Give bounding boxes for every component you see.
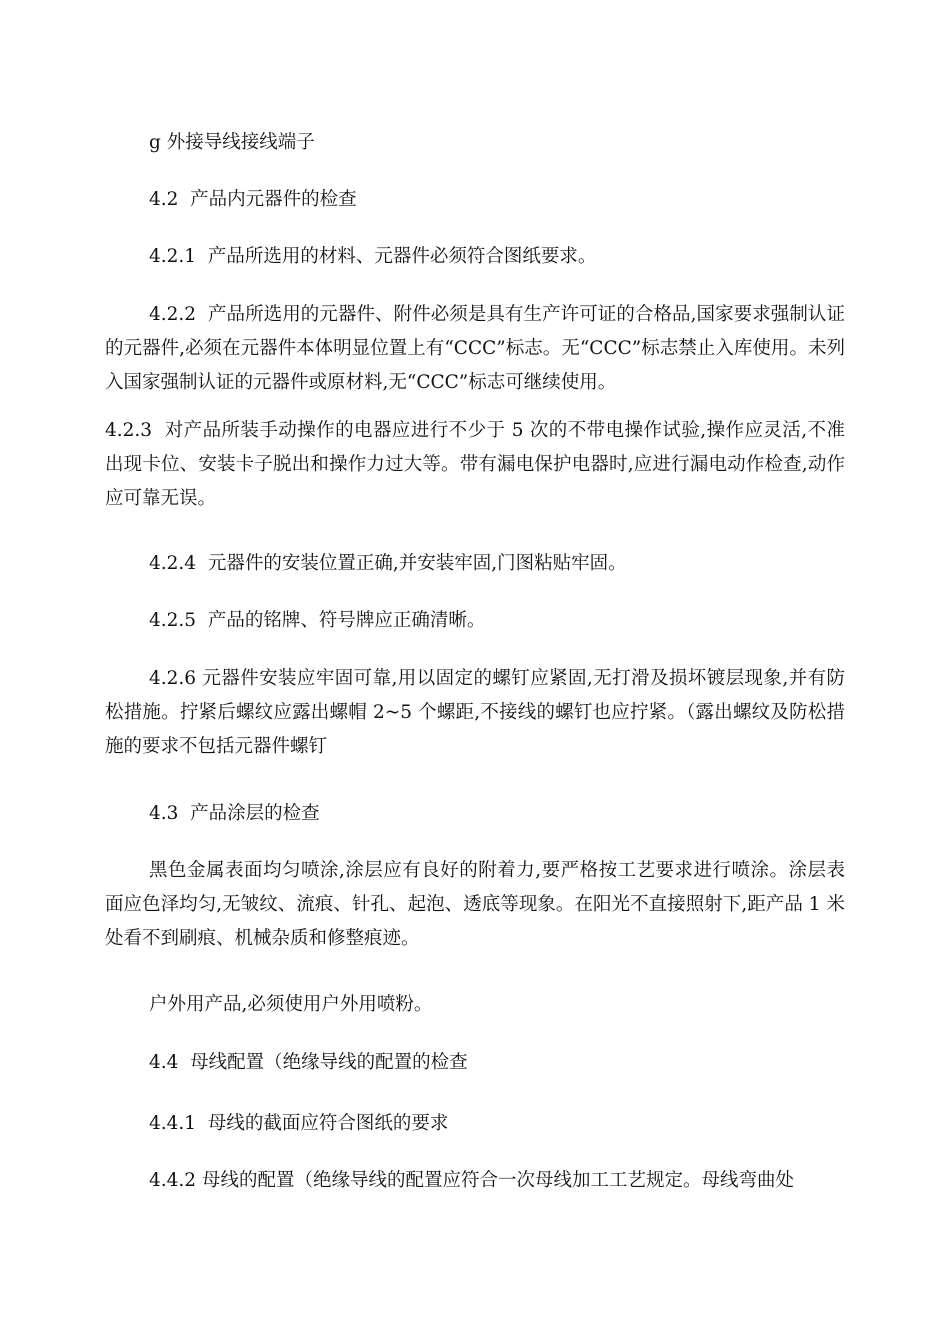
heading-4-4: 4.4 母线配置（绝缘导线的配置的检查 [149,1052,468,1073]
heading-4-3: 4.3 产品涂层的检查 [149,803,320,824]
paragraph-terminal: g 外接导线接线端子 [149,132,315,153]
paragraph-4-2-4: 4.2.4 元器件的安装位置正确,并安装牢固,门图粘贴牢固。 [149,553,627,574]
paragraph-4-2-3: 4.2.3 对产品所装手动操作的电器应进行不少于 5 次的不带电操作试验,操作应灵活,不准出现卡位、安装卡子脱出和操作力过大等。带有漏电保护电器时,应进行漏电动作检查,动作应可靠无误。 [105,420,845,509]
paragraph-outdoor: 户外用产品,必须使用户外用喷粉。 [149,994,433,1015]
paragraph-4-2-2: 4.2.2 产品所选用的元器件、附件必须是具有生产许可证的合格品,国家要求强制认证的元器件,必须在元器件本体明显位置上有“CCC”标志。无“CCC”标志禁止入库使用。未列入国家强制认证的元器件或原材料,无“CCC”标志可继续使用。 [105,304,845,393]
paragraph-4-2-1: 4.2.1 产品所选用的材料、元器件必须符合图纸要求。 [149,246,597,267]
paragraph-4-2-5: 4.2.5 产品的铭牌、符号牌应正确清晰。 [149,610,486,631]
paragraph-4-4-2: 4.4.2 母线的配置（绝缘导线的配置应符合一次母线加工工艺规定。母线弯曲处 [149,1170,794,1191]
paragraph-4-4-1: 4.4.1 母线的截面应符合图纸的要求 [149,1113,449,1134]
heading-4-2: 4.2 产品内元器件的检查 [149,189,357,210]
paragraph-4-2-6: 4.2.6 元器件安装应牢固可靠,用以固定的螺钉应紧固,无打滑及损坏镀层现象,并有防松措施。拧紧后螺纹应露出螺帽 2~5 个螺距,不接线的螺钉也应拧紧。（露出螺纹及防松措施的要求不包括元器件螺钉 [105,668,845,757]
paragraph-coating: 黑色金属表面均匀喷涂,涂层应有良好的附着力,要严格按工艺要求进行喷涂。涂层表面应色泽均匀,无皱纹、流痕、针孔、起泡、透底等现象。在阳光不直接照射下,距产品 1 米处看不到刷痕、机械杂质和修整痕迹。 [105,860,845,949]
